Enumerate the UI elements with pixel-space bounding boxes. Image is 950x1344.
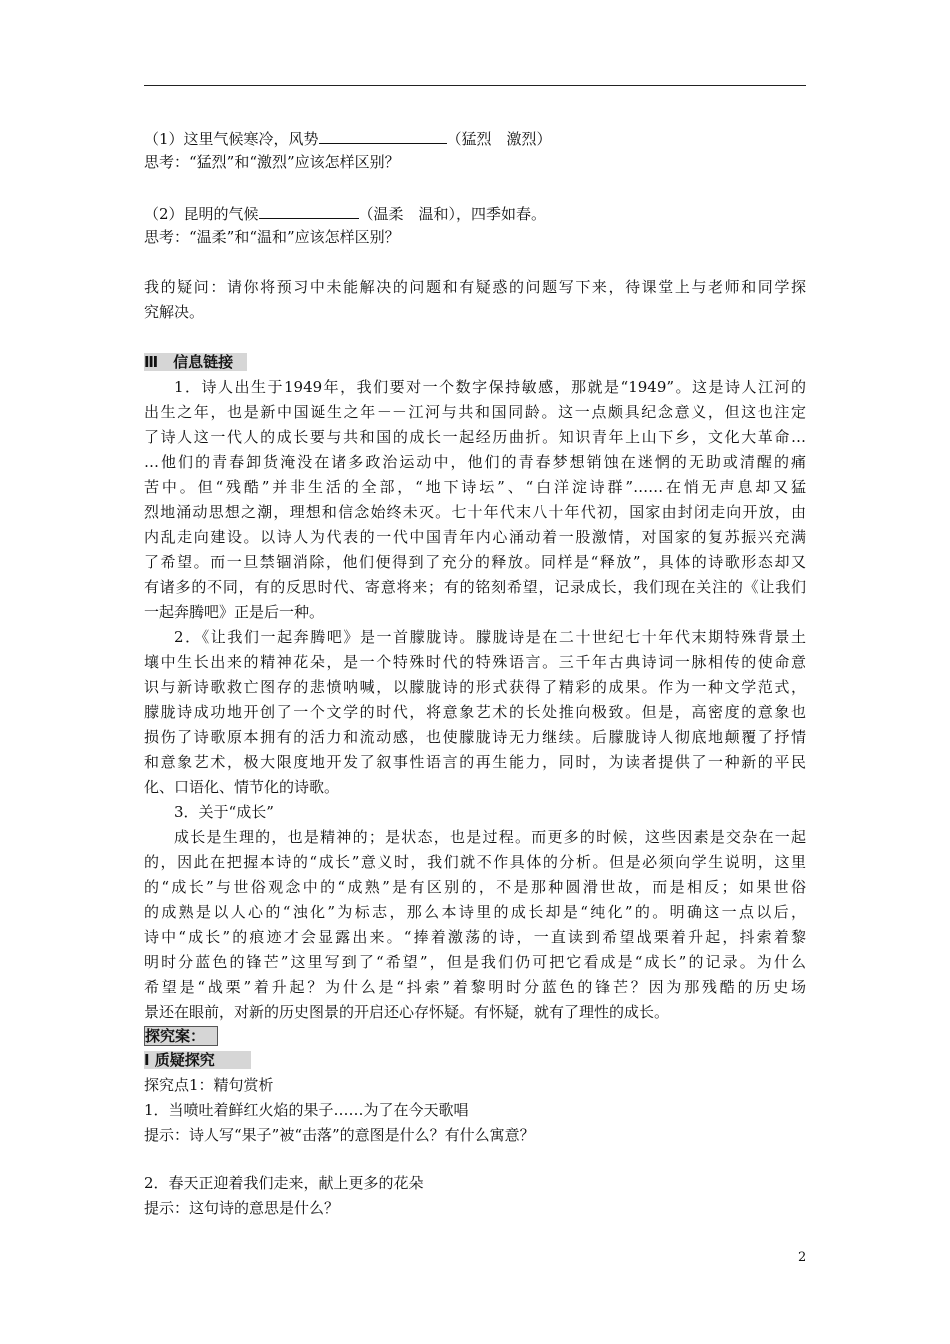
info-line: 识与新诗歌救亡图存的悲愤呐喊，以朦胧诗的形式获得了精彩的成果。作为一种文学范式， <box>144 678 806 696</box>
info-line: 有诸多的不同，有的反思时代、寄意将来；有的铭刻希望，记录成长，我们现在关注的《让我们 <box>144 578 806 596</box>
info-line: 景还在眼前，对新的历史图景的开启还心存怀疑。有怀疑，就有了理性的成长。 <box>144 1003 670 1021</box>
info-line: 的成熟是以人心的“浊化”为标志，那么本诗里的成长却是“纯化”的。明确这一点以后， <box>144 903 806 921</box>
info-line: 壤中生长出来的精神花朵，是一个特殊时代的特殊语言。三千年古典诗词一脉相传的使命意 <box>144 653 806 671</box>
section-heading-info-link <box>144 352 247 372</box>
explore-section-heading: Ⅰ 质疑探究 <box>144 1051 251 1069</box>
my-question-line: 究解决。 <box>144 303 205 321</box>
info-line: 希望是“战栗”着升起？为什么是“抖索”着黎明时分蓝色的锋芒？因为那残酷的历史场 <box>144 978 806 996</box>
info-line: 化、口语化、情节化的诗歌。 <box>144 778 340 796</box>
info-line: 2．《让我们一起奔腾吧》是一首朦胧诗。朦胧诗是在二十世纪七十年代末期特殊背景土 <box>174 628 806 646</box>
exercise-1 <box>144 127 552 149</box>
page-number: 2 <box>798 1250 807 1265</box>
info-line: 1．诗人出生于1949年，我们要对一个数字保持敏感，那就是“1949”。这是诗人江河的 <box>174 378 806 396</box>
explore-section-heading-row <box>144 1050 251 1070</box>
exercise-1-blank[interactable] <box>319 127 447 144</box>
info-line: 了诗人这一代人的成长要与共和国的成长一起经历曲折。知识青年上山下乡，文化大革命… <box>144 428 806 446</box>
info-line: 和意象艺术，极大限度地开发了叙事性语言的再生能力，同时，为读者提供了一种新的平民 <box>144 753 806 771</box>
exercise-2-prompt: （2）昆明的气候 <box>144 205 259 223</box>
my-question-line: 我的疑问：请你将预习中未能解决的问题和有疑惑的问题写下来，待课堂上与老师和同学探 <box>144 278 806 296</box>
info-line: 的“成长”与世俗观念中的“成熟”是有区别的，不是那种圆滑世故，而是相反；如果世俗 <box>144 878 806 896</box>
info-line: …他们的青春卸货淹没在诸多政治运动中，他们的青春梦想销蚀在迷惘的无助或清醒的痛 <box>144 453 806 471</box>
info-line: 诗中“成长”的痕迹才会显露出来。“捧着激荡的诗，一直读到希望战栗着升起，抖索着黎 <box>144 928 806 946</box>
info-line: 3．关于“成长” <box>174 803 274 821</box>
info-line: 一起奔腾吧》正是后一种。 <box>144 603 325 621</box>
info-line: 出生之年，也是新中国诞生之年－－江河与共和国同龄。这一点颇具纪念意义，但这也注定 <box>144 403 806 421</box>
explore-item-1: 1．当喷吐着鲜红火焰的果子……为了在今天歌唱 <box>144 1101 469 1119</box>
info-line: 损伤了诗歌原本拥有的活力和流动感，也使朦胧诗无力继续。后朦胧诗人彻底地颠覆了抒情 <box>144 728 806 746</box>
explore-hint-2: 提示：这句诗的意思是什么？ <box>144 1199 340 1217</box>
exercise-2 <box>144 202 546 224</box>
explore-hint-1: 提示：诗人写“果子”被“击落”的意图是什么？有什么寓意？ <box>144 1126 535 1144</box>
info-line: 的，因此在把握本诗的“成长”意义时，我们就不作具体的分析。但是必须向学生说明，这里 <box>144 853 806 871</box>
explore-point-1: 探究点1：精句赏析 <box>144 1076 274 1094</box>
info-line: 成长是生理的，也是精神的；是状态，也是过程。而更多的时候，这些因素是交杂在一起 <box>174 828 806 846</box>
info-line: 朦胧诗成功地开创了一个文学的时代，将意象艺术的长处推向极致。但是，高密度的意象也 <box>144 703 806 721</box>
exercise-2-blank[interactable] <box>259 202 359 219</box>
info-line: 烈地涌动思想之潮，理想和信念始终未灭。七十年代末八十年代初，国家由封闭走向开放，由 <box>144 503 806 521</box>
explore-case-label-row <box>144 1026 218 1046</box>
info-link-heading: Ⅲ 信息链接 <box>144 353 247 371</box>
header-rule <box>144 85 806 86</box>
exercise-1-think: 思考：“猛烈”和“激烈”应该怎样区别？ <box>144 153 400 171</box>
info-line: 内乱走向建设。以诗人为代表的一代中国青年内心涌动着一股激情，对国家的复苏振兴充满 <box>144 528 806 546</box>
exercise-2-think: 思考：“温柔”和“温和”应该怎样区别？ <box>144 228 400 246</box>
info-line: 明时分蓝色的锋芒”这里写到了“希望”，但是我们仍可把它看成是“成长”的记录。为什么 <box>144 953 806 971</box>
exercise-1-prompt: （1）这里气候寒冷，风势 <box>144 130 319 148</box>
explore-item-2: 2．春天正迎着我们走来，献上更多的花朵 <box>144 1174 424 1192</box>
info-line: 苦中。但“残酷”并非生活的全部，“地下诗坛”、“白洋淀诗群”……在悄无声息却又猛 <box>144 478 806 496</box>
exercise-2-options: （温柔 温和），四季如春。 <box>358 205 547 223</box>
info-line: 了希望。而一旦禁锢消除，他们便得到了充分的释放。同样是“释放”，具体的诗歌形态却又 <box>144 553 806 571</box>
explore-case-label: 探究案： <box>144 1026 218 1046</box>
exercise-1-options: （猛烈 激烈） <box>446 130 552 148</box>
